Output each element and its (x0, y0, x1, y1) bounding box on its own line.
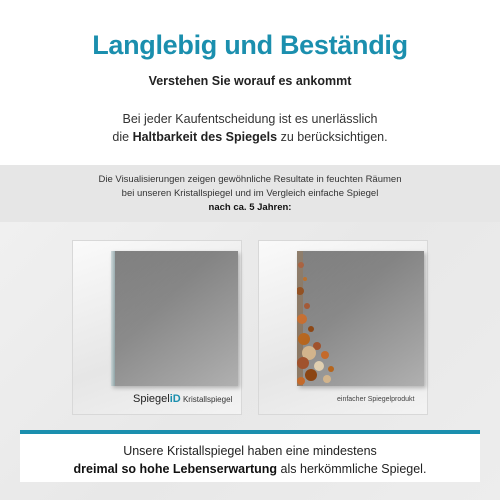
header-panel (0, 0, 500, 165)
footer-highlight: dreimal so hohe Lebenserwartung (73, 462, 278, 476)
comparison-intro-line-2: bei unseren Kristallspiegel und im Vergleich einfache Spiegel (121, 188, 379, 199)
crystal-mirror-card (72, 240, 242, 415)
footer-panel (20, 430, 480, 482)
simple-mirror-image (297, 251, 424, 386)
comparison-intro-line-1: Die Visualisierungen zeigen gewöhnliche Resultate in feuchten Räumen (98, 174, 402, 185)
intro-line-1: Bei jeder Kaufentscheidung ist es unerlässlich (122, 112, 378, 126)
comparison-intro-highlight: nach ca. 5 Jahren: (208, 202, 292, 213)
simple-mirror-caption: einfacher Spiegelprodukt (337, 396, 415, 403)
footer-line-1: Unsere Kristallspiegel haben eine mindestens (123, 444, 377, 458)
headline: Langlebig und Beständig (92, 30, 408, 60)
intro-line-2-suffix: zu berücksichtigen. (277, 130, 388, 144)
intro-line-2-prefix: die (112, 130, 133, 144)
intro-line-2 (0, 128, 500, 146)
intro-text (0, 110, 500, 146)
brand-label (133, 393, 232, 405)
footer-text (20, 434, 480, 478)
crystal-mirror-image (111, 251, 238, 386)
crystal-mirror-caption: Kristallspiegel (182, 395, 233, 404)
comparison-intro-line-3 (0, 201, 500, 215)
subheadline: Verstehen Sie worauf es ankommt (148, 74, 352, 88)
simple-mirror-card (258, 240, 428, 415)
intro-highlight: Haltbarkeit des Spiegels (132, 130, 278, 144)
mirror-bevel-edge (111, 251, 115, 386)
corrosion-stains (297, 251, 337, 386)
comparison-intro (0, 173, 500, 215)
spiegelid-logo: SpiegeliD (133, 393, 181, 405)
footer-line-2 (20, 460, 480, 478)
footer-line-2-suffix: als herkömmliche Spiegel. (277, 462, 427, 476)
